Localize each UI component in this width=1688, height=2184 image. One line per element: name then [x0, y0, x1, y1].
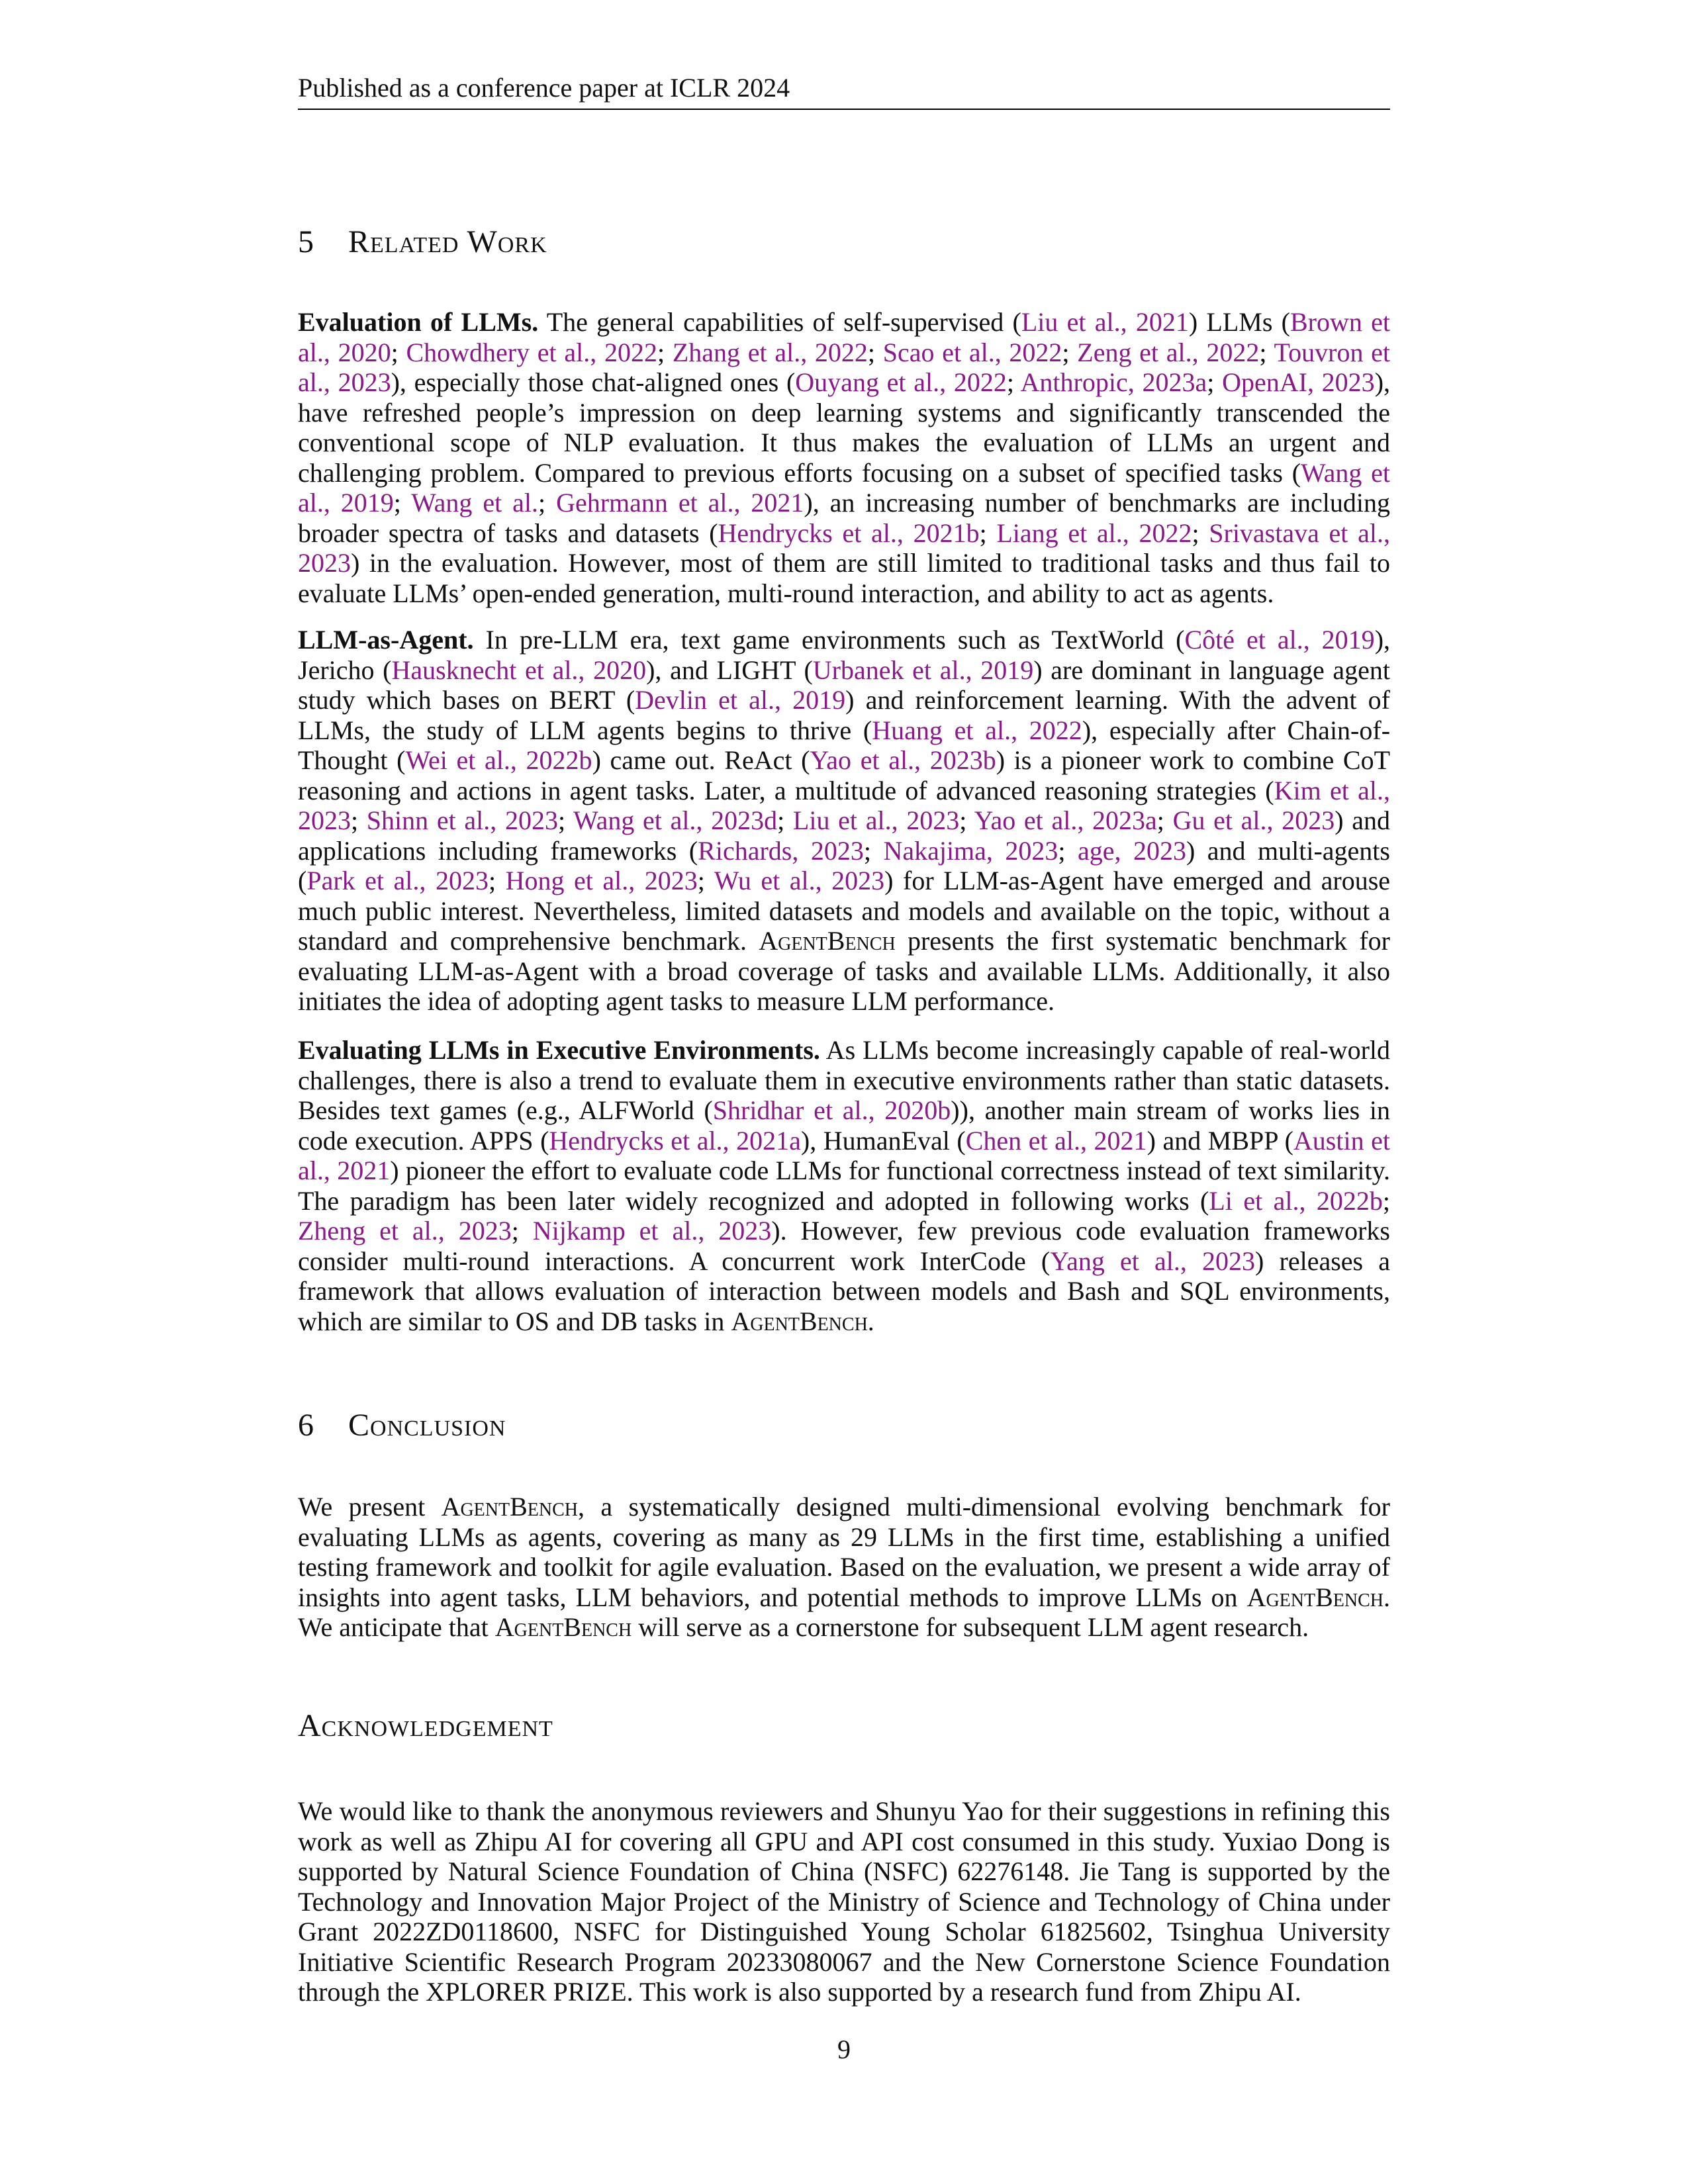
text-run: will serve as a cornerstone for subsequent LLM agent research. [632, 1612, 1309, 1642]
citation-link[interactable]: Zeng et al., 2022 [1077, 337, 1260, 367]
text-run: In pre-LLM era, text game environments such as TextWorld ( [473, 625, 1185, 655]
page-number: 9 [837, 2034, 851, 2064]
text-run: )), another main stream of works lies in code execution. APPS ( [298, 1095, 1391, 1156]
citation-link[interactable]: Nakajima, 2023 [883, 835, 1058, 866]
text-run: ; [1207, 367, 1223, 397]
text-run: We present [298, 1492, 442, 1522]
citation-link[interactable]: age, 2023 [1078, 835, 1186, 866]
text-run: ; [511, 1216, 533, 1246]
text-run: ; [657, 337, 673, 367]
text-run: ), have refreshed people’s impression on deep learning systems and significantly transcended the conventional scope of NLP evaluation. It thus makes the evaluation of LLMs an urgent and challenging problem. Compared to previous efforts focusing on a subset of specified tasks ( [298, 367, 1391, 488]
citation-link[interactable]: Wei et al., 2022b [405, 745, 592, 775]
citation-link[interactable]: Yang et al., 2023 [1050, 1246, 1256, 1276]
text-run: ) are dominant in language agent study which bases on BERT ( [298, 655, 1391, 715]
text-run: ; [391, 337, 406, 367]
citation-link[interactable]: Ouyang et al., 2022 [795, 367, 1007, 397]
text-run: ) for LLM-as-Agent have emerged and arouse much public interest. Nevertheless, limited datasets and models and available on the topic, without a standard and comprehensive benchmark. [298, 866, 1391, 956]
text-run: ; [538, 488, 557, 518]
benchmark-name: AgentBench [731, 1306, 868, 1336]
citation-link[interactable]: Brown et al., 2020 [298, 307, 1390, 367]
text-run: ) and reinforcement learning. With the advent of LLMs, the study of LLM agents begins to thrive ( [298, 685, 1390, 745]
text-run: ), Jericho ( [298, 625, 1391, 685]
text-run: ; [1058, 835, 1078, 866]
paragraph-heading: Evaluation of LLMs. [298, 307, 539, 337]
citation-link[interactable]: Hong et al., 2023 [505, 866, 698, 895]
text-run: ; [557, 805, 574, 835]
text-run: ; [863, 835, 884, 866]
benchmark-name: AgentBench [759, 926, 896, 956]
text-run: ) in the evaluation. However, most of them are still limited to traditional tasks and thus fail to evaluate LLMs’ open-ended generation, multi-round interaction, and ability to act as agents. [298, 548, 1390, 608]
section-title: Conclusion [348, 1408, 506, 1443]
benchmark-name: AgentBench [494, 1612, 632, 1642]
paragraph-heading: LLM-as-Agent. [298, 625, 474, 655]
text-run: ; [777, 805, 793, 835]
text-run: ; [979, 518, 997, 548]
citation-link[interactable]: Touvron et al., 2023 [298, 337, 1391, 397]
citation-link[interactable]: Liu et al., 2021 [1021, 307, 1189, 337]
citation-link[interactable]: Scao et al., 2022 [882, 337, 1062, 367]
text-run: ) is a pioneer work to combine CoT reasoning and actions in agent tasks. Later, a multitude of advanced reasoning strategies ( [298, 745, 1390, 805]
text-run: . We anticipate that [298, 1582, 1390, 1642]
running-header: Published as a conference paper at ICLR 2024 [298, 71, 1390, 110]
citation-link[interactable]: Huang et al., 2022 [872, 715, 1082, 745]
citation-link[interactable]: Hausknecht et al., 2020 [391, 655, 647, 685]
citation-link[interactable]: Zheng et al., 2023 [298, 1216, 512, 1246]
section-heading-conclusion [298, 1406, 506, 1445]
text-run: ; [697, 866, 714, 895]
text-run: ; [959, 805, 974, 835]
citation-link[interactable]: Wang et al. [411, 488, 539, 518]
text-run: ; [1192, 518, 1209, 548]
citation-link[interactable]: Wang et al., 2019 [298, 457, 1391, 518]
text-run: ). However, few previous code evaluation frameworks consider multi-round interactions. A concurrent work InterCode ( [298, 1216, 1390, 1276]
text-run: The general capabilities of self-supervised ( [538, 307, 1021, 337]
text-run: presents the first systematic benchmark for evaluating LLM-as-Agent with a broad coverage of tasks and available LLMs. Additionally, it also initiates the idea of adopting agent tasks to measure LLM performance. [298, 926, 1390, 1016]
benchmark-name: AgentBench [1246, 1582, 1383, 1612]
text-run: ), and LIGHT ( [646, 655, 813, 685]
paragraph-acknowledgement: We would like to thank the anonymous reviewers and Shunyu Yao for their suggestions in refining this work as well as Zhipu AI for covering all GPU and API cost consumed in this study. Yuxiao Dong is supported by Natural Science Foundation of China (NSFC) 62276148. Jie Tang is supported by the Technology and Innovation Major Project of the Ministry of Science and Technology of China under Grant 2022ZD0118600, NSFC for Distinguished Young Scholar 61825602, Tsinghua University Initiative Scientific Research Program 20233080067 and the New Cornerstone Science Foundation through the XPLORER PRIZE. This work is also supported by a research fund from Zhipu AI. [298, 1796, 1390, 2007]
citation-link[interactable]: Hendrycks et al., 2021b [718, 518, 980, 548]
section-number: 6 [298, 1408, 314, 1443]
citation-link[interactable]: Shinn et al., 2023 [366, 805, 558, 835]
citation-link[interactable]: Devlin et al., 2019 [635, 685, 846, 715]
section-title: Acknowledgement [298, 1708, 553, 1743]
citation-link[interactable]: Urbanek et al., 2019 [812, 655, 1034, 685]
text-run: ) and multi-agents ( [298, 835, 1390, 895]
citation-link[interactable]: Li et al., 2022b [1209, 1185, 1383, 1216]
citation-link[interactable]: Srivastava et al., 2023 [298, 518, 1390, 578]
citation-link[interactable]: Anthropic, 2023a [1020, 367, 1207, 397]
paragraph-executive-environments [298, 1035, 1390, 1336]
text-run: ; [1382, 1185, 1391, 1216]
citation-link[interactable]: Gehrmann et al., 2021 [556, 488, 804, 518]
paragraph-llm-as-agent [298, 625, 1390, 1017]
citation-link[interactable]: Hendrycks et al., 2021a [549, 1125, 801, 1156]
section-number: 5 [298, 224, 314, 259]
citation-link[interactable]: Liang et al., 2022 [996, 518, 1192, 548]
citation-link[interactable]: Zhang et al., 2022 [672, 337, 868, 367]
text-run: . [867, 1306, 874, 1336]
text-run: ) and MBPP ( [1147, 1125, 1293, 1156]
text-run: ) releases a framework that allows evaluation of interaction between models and Bash and SQL environments, which are similar to OS and DB tasks in [298, 1246, 1391, 1336]
citation-link[interactable]: Wu et al., 2023 [714, 866, 885, 895]
citation-link[interactable]: Côté et al., 2019 [1184, 625, 1375, 655]
text-run: ) came out. ReAct ( [592, 745, 810, 775]
text-run: ; [1156, 805, 1173, 835]
paragraph-evaluation-of-llms [298, 307, 1390, 608]
citation-link[interactable]: Richards, 2023 [698, 835, 864, 866]
citation-link[interactable]: Yao et al., 2023b [810, 745, 996, 775]
text-run: ; [351, 805, 367, 835]
citation-link[interactable]: Chen et al., 2021 [965, 1125, 1147, 1156]
citation-link[interactable]: Liu et al., 2023 [792, 805, 960, 835]
citation-link[interactable]: Gu et al., 2023 [1172, 805, 1335, 835]
text-run: ) pioneer the effort to evaluate code LLMs for functional correctness instead of text similarity. The paradigm has been later widely recognized and adopted in following works ( [298, 1156, 1390, 1216]
citation-link[interactable]: Kim et al., 2023 [298, 775, 1390, 835]
section-heading-related-work [298, 222, 547, 262]
text-run: ), especially after Chain-of-Thought ( [298, 715, 1391, 775]
text-run: As LLMs become increasingly capable of real-world challenges, there is also a trend to evaluate them in executive environments rather than static datasets. Besides text games (e.g., ALFWorld ( [298, 1035, 1391, 1125]
citation-link[interactable]: Yao et al., 2023a [974, 805, 1157, 835]
section-title: Related Work [348, 224, 547, 259]
text-run: ), HumanEval ( [800, 1125, 966, 1156]
benchmark-name: AgentBench [441, 1492, 578, 1522]
citation-link[interactable]: Park et al., 2023 [306, 866, 489, 895]
text-run: ), an increasing number of benchmarks are including broader spectra of tasks and datasets ( [298, 488, 1391, 548]
text-run: ; [1006, 367, 1021, 397]
paragraph-heading: Evaluating LLMs in Executive Environments. [298, 1035, 820, 1065]
section-heading-acknowledgement [298, 1706, 553, 1746]
text-run: ; [1259, 337, 1274, 367]
text-run: ; [867, 337, 883, 367]
text-run: ; [488, 866, 506, 895]
citation-link[interactable]: Austin et al., 2021 [298, 1125, 1391, 1185]
text-run: ; [1062, 337, 1078, 367]
citation-link[interactable]: Chowdhery et al., 2022 [406, 337, 657, 367]
paragraph-conclusion [298, 1492, 1390, 1643]
text-run: ; [393, 488, 412, 518]
citation-link[interactable]: Nijkamp et al., 2023 [532, 1216, 772, 1246]
text-run: , a systematically designed multi-dimensional evolving benchmark for evaluating LLMs as agents, covering as many as 29 LLMs in the first time, establishing a unified testing framework and toolkit for agile evaluation. Based on the evaluation, we present a wide array of insights into agent tasks, LLM behaviors, and potential methods to improve LLMs on [298, 1492, 1390, 1612]
citation-link[interactable]: Shridhar et al., 2020b [712, 1095, 951, 1125]
text-run: ) LLMs ( [1188, 307, 1290, 337]
citation-link[interactable]: OpenAI, 2023 [1222, 367, 1375, 397]
text-run: ), especially those chat-aligned ones ( [391, 367, 796, 397]
citation-link[interactable]: Wang et al., 2023d [573, 805, 778, 835]
text-run: ) and applications including frameworks ( [298, 805, 1390, 866]
